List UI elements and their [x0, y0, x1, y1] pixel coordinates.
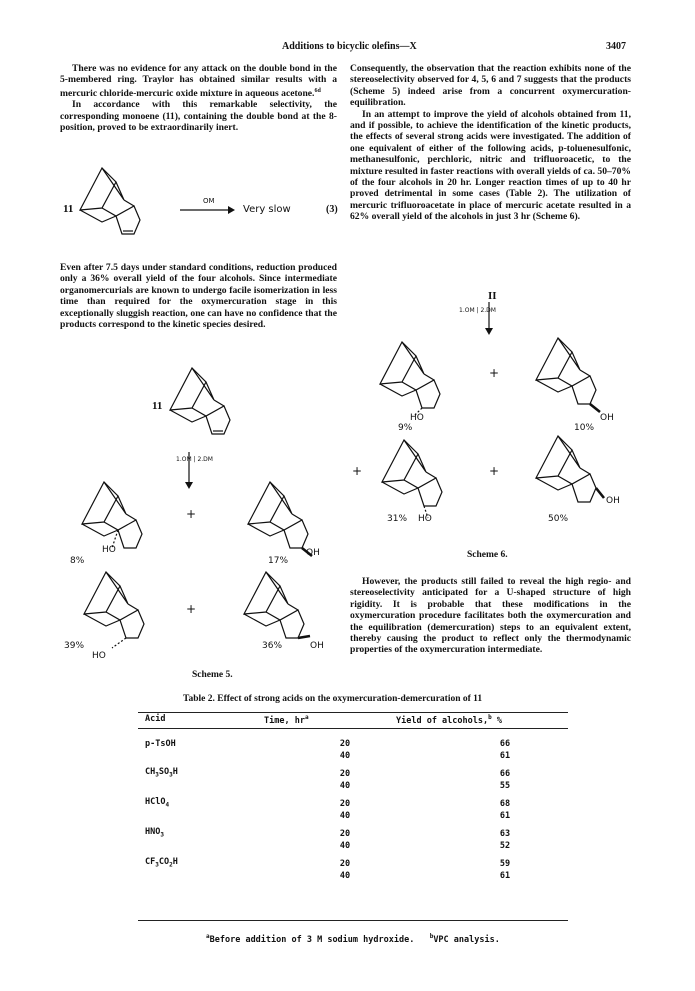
scheme5-plus-1: + [186, 507, 197, 521]
table-cell-time: 40 [339, 871, 351, 881]
running-title: Additions to bicyclic olefins—X [282, 41, 417, 52]
table-cell-time: 20 [339, 799, 351, 809]
scheme5-plus-2: + [186, 602, 197, 616]
table2-header-yield: Yield of alcohols,$^b$ % [396, 714, 502, 726]
eq3-compound-label: 11 [63, 203, 74, 215]
table-row [145, 821, 565, 839]
scheme5-reactant-structure [162, 360, 242, 442]
scheme6-product-1-yield: 9% [398, 423, 413, 433]
scheme5-caption: Scheme 5. [192, 670, 233, 680]
page-number: 3407 [606, 41, 626, 52]
table-cell-acid [145, 779, 285, 791]
table-cell-yield: 55 [499, 781, 511, 791]
table-cell-acid: $HNO_3$ [145, 827, 164, 839]
scheme6-product-2-group: OH [600, 413, 614, 423]
table2-footnotes: $^a$Before addition of 3 M sodium hydroxide. $^b$VPC analysis. [206, 933, 500, 945]
table-row [145, 737, 565, 749]
table-cell-yield: 68 [499, 799, 511, 809]
table-row [145, 791, 565, 809]
left-paragraph-3: Even after 7.5 days under standard conditions, reduction produced only a 36% overall yield of the four alcohols. Since intermediate organomercurials are known to undergo facile isomerization in less time than required for the oxymercuration stage in this exceptionally sluggish reaction, one can have no confidence that the products correspond to the kinetic species desired. [60, 262, 337, 331]
scheme6-product-4-structure [528, 428, 618, 520]
table-row [145, 749, 565, 761]
eq3-arrow [180, 205, 236, 215]
table2-header-acid: Acid [145, 714, 166, 724]
left-paragraph-1: There was no evidence for any attack on the double bond in the 5-membered ring. Traylor has obtained similar results with a mercuric chloride-mercuric oxide mixture in aqueous acetone.$^{6d}$ [60, 63, 337, 99]
table-cell-yield: 63 [499, 829, 511, 839]
table-cell-yield: 66 [499, 739, 511, 749]
table-cell-acid [145, 809, 285, 821]
eq3-result: Very slow [243, 204, 291, 215]
scheme6-down-arrow [484, 300, 494, 336]
table-cell-yield: 59 [499, 859, 511, 869]
table-cell-time: 40 [339, 841, 351, 851]
scheme6-product-4-yield: 50% [548, 514, 569, 524]
table2-header-rule [138, 728, 568, 729]
table-cell-yield: 66 [499, 769, 511, 779]
scheme6-product-3-group: HO [418, 514, 432, 524]
scheme6-caption: Scheme 6. [467, 550, 508, 560]
eq3-reagent: OM [203, 197, 215, 205]
right-paragraph-2: In an attempt to improve the yield of alcohols obtained from 11, and if possible, to achieve the identification of the kinetic products, the effects of several strong acids were investigated. The addition of one equivalent of either of the following acids, p-toluenesulfonic, methanesulfonic, perchloric, nitric and trifluoroacetic, to the mixture resulted in faster reactions with overall yields of ca. 50–70% of the four alcohols in 20 hr. Longer reaction times of up to 40 hr proved detrimental in some cases (Table 2). The utilization of mercuric trifluoroacetate in place of mercuric acetate resulted in a 62% overall yield of the alcohols in just 3 hr (Scheme 6). [350, 108, 631, 223]
table2-header-time: Time, $hr^a$ [264, 714, 309, 726]
table-row [145, 761, 565, 779]
scheme5-product-1-yield: 8% [70, 556, 85, 566]
table-cell-acid [145, 749, 285, 761]
scheme5-product-2-yield: 17% [268, 556, 289, 566]
eq3-number: (3) [326, 204, 338, 215]
right-paragraph-3: However, the products still failed to reveal the high regio- and stereoselectivity anticipated for a U-shaped structure of high rigidity. It is probable that these modifications in the oxymercuration procedure facilitates both the oxymercuration and the equilibration (demercuration) steps to an equivalent extent, thereby causing the product to reflect only the thermodynamic properties of the oxymercuration intermediate. [350, 576, 631, 656]
table2-footnote-b: VPC analysis. [433, 934, 500, 945]
table2-body [145, 737, 565, 881]
table-cell-time: 40 [339, 751, 351, 761]
scheme5-product-4-group: OH [310, 641, 324, 651]
scheme6-product-4-group: OH [606, 496, 620, 506]
scheme6-steps: 1.OM | 2.DM [459, 307, 496, 314]
table-cell-time: 40 [339, 811, 351, 821]
scheme5-product-4-yield: 36% [262, 641, 283, 651]
scheme6-compound-label: II [488, 290, 497, 302]
scheme6-plus-3: + [489, 464, 500, 478]
table-cell-acid: HClO$_4$ [145, 797, 170, 809]
table-cell-acid: $CH_3SO_3H$ [145, 767, 178, 779]
table-cell-yield: 52 [499, 841, 511, 851]
right-paragraph-3-wrap [350, 576, 631, 656]
table2-bottom-rule [138, 920, 568, 921]
scheme6-product-1-group: HO [410, 413, 424, 423]
left-paragraph-3-wrap [60, 262, 337, 330]
left-paragraph-2: In accordance with this remarkable selectivity, the corresponding monoene (11), containing the double bond at the 8-position, proved to be extraordinarily inert. [60, 99, 337, 134]
table-cell-time: 20 [339, 739, 351, 749]
table-cell-time: 20 [339, 859, 351, 869]
scheme6-plus-2: + [352, 464, 363, 478]
scheme6-product-3-structure [374, 432, 464, 524]
table2-footnote-a: Before addition of 3 M sodium hydroxide. [209, 934, 415, 945]
scheme5-down-arrow [184, 452, 194, 490]
table-cell-yield: 61 [499, 811, 511, 821]
scheme5-product-3-yield: 39% [64, 641, 85, 651]
table-cell-yield: 61 [499, 871, 511, 881]
compound-11-structure [72, 160, 152, 242]
table-row [145, 809, 565, 821]
scheme5-product-3-structure [76, 564, 166, 656]
left-column [60, 63, 337, 134]
table-row [145, 839, 565, 851]
table-cell-time: 20 [339, 769, 351, 779]
table-cell-acid: $CF_3CO_2H$ [145, 857, 178, 869]
scheme6-product-2-structure [528, 330, 618, 422]
right-paragraph-1: Consequently, the observation that the reaction exhibits none of the stereoselectivity observed for 4, 5, 6 and 7 suggests that the products (Scheme 5) indeed arise from a concurrent oxymercuration-equilibration. [350, 63, 631, 109]
scheme6-product-3-yield: 31% [387, 514, 408, 524]
scheme5-product-1-structure [74, 474, 164, 566]
scheme6-plus-1: + [489, 366, 500, 380]
table-cell-time: 20 [339, 829, 351, 839]
scheme6-product-2-yield: 10% [574, 423, 595, 433]
scheme5-product-2-group: OH [306, 548, 320, 558]
scheme5-compound-label: 11 [152, 400, 163, 412]
table2-caption: Table 2. Effect of strong acids on the oxymercuration-demercuration of 11 [183, 694, 483, 704]
scheme5-steps: 1.OM | 2.DM [176, 456, 213, 463]
table-cell-acid [145, 869, 285, 881]
scheme5-product-3-group: HO [92, 651, 106, 661]
table2-top-rule [138, 712, 568, 713]
table-cell-acid [145, 839, 285, 851]
table-cell-yield: 61 [499, 751, 511, 761]
table-row [145, 851, 565, 869]
table-cell-acid: p-TsOH [145, 739, 176, 749]
table-row [145, 869, 565, 881]
table-row [145, 779, 565, 791]
scheme5-product-1-group: HO [102, 545, 116, 555]
right-column [350, 63, 631, 223]
table-cell-time: 40 [339, 781, 351, 791]
